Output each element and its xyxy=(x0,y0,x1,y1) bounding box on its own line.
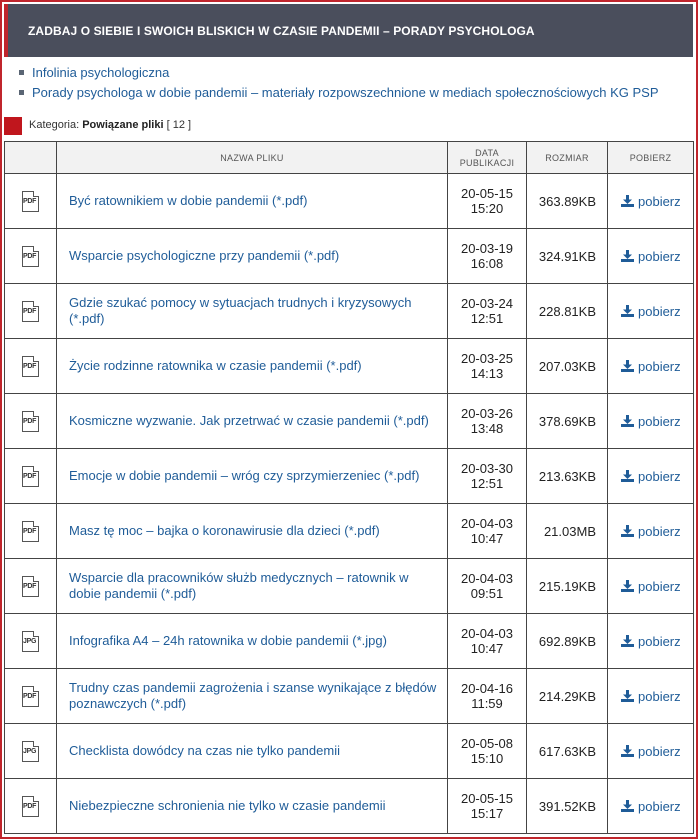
download-icon xyxy=(621,800,634,812)
file-name-link[interactable]: Infografika A4 – 24h ratownika w dobie pandemii (*.jpg) xyxy=(57,614,448,669)
category-square-icon xyxy=(4,117,22,135)
publish-date-cell xyxy=(448,449,527,504)
publish-time: 10:47 xyxy=(470,641,504,656)
pdf-file-icon xyxy=(22,301,39,322)
publish-date: 20-04-03 xyxy=(460,626,514,641)
file-size: 324.91KB xyxy=(527,229,608,284)
file-size: 228.81KB xyxy=(527,284,608,339)
pdf-file-icon xyxy=(22,246,39,267)
file-name-link[interactable]: Kosmiczne wyzwanie. Jak przetrwać w czasie pandemii (*.pdf) xyxy=(57,394,448,449)
file-size: 363.89KB xyxy=(527,174,608,229)
pdf-file-icon xyxy=(22,521,39,542)
publish-time: 14:13 xyxy=(470,366,504,381)
download-link[interactable] xyxy=(608,614,694,669)
download-link[interactable] xyxy=(608,449,694,504)
download-link[interactable] xyxy=(608,504,694,559)
download-icon xyxy=(621,580,634,592)
pdf-file-icon xyxy=(22,466,39,487)
header-date xyxy=(448,142,527,174)
file-size: 207.03KB xyxy=(527,339,608,394)
download-label: pobierz xyxy=(638,633,681,649)
file-name-link[interactable]: Niebezpieczne schronienia nie tylko w czasie pandemii xyxy=(57,779,448,834)
publish-time: 12:51 xyxy=(470,476,504,491)
publish-date: 20-03-26 xyxy=(460,406,514,421)
download-icon xyxy=(621,745,634,757)
link-label: Infolinia psychologiczna xyxy=(32,65,170,80)
publish-time: 16:08 xyxy=(470,256,504,271)
publish-date: 20-03-30 xyxy=(460,461,514,476)
download-label: pobierz xyxy=(638,468,681,484)
publish-date: 20-03-24 xyxy=(460,296,514,311)
file-type-cell xyxy=(5,174,57,229)
download-link[interactable] xyxy=(608,394,694,449)
publish-date: 20-05-08 xyxy=(460,736,514,751)
file-type-cell xyxy=(5,779,57,834)
download-label: pobierz xyxy=(638,743,681,759)
related-links xyxy=(18,64,659,104)
header-size: ROZMIAR xyxy=(527,142,608,174)
bullet-icon xyxy=(19,90,24,95)
file-name-link[interactable]: Trudny czas pandemii zagrożenia i szanse wynikające z błędów poznawczych (*.pdf) xyxy=(57,669,448,724)
category-name: Powiązane pliki xyxy=(82,119,164,131)
link-label: Porady psychologa w dobie pandemii – materiały rozpowszechnione w mediach społecznościowych KG PSP xyxy=(32,85,659,100)
category-text xyxy=(29,119,191,131)
file-type-cell xyxy=(5,614,57,669)
header-download: POBIERZ xyxy=(608,142,694,174)
table-header-row xyxy=(5,142,694,174)
file-name-link[interactable]: Być ratownikiem w dobie pandemii (*.pdf) xyxy=(57,174,448,229)
publish-date-cell xyxy=(448,229,527,284)
files-table xyxy=(4,141,694,834)
file-type-label: PDF xyxy=(23,802,37,810)
table-row xyxy=(5,394,694,449)
pdf-file-icon xyxy=(22,191,39,212)
download-icon xyxy=(621,635,634,647)
download-icon xyxy=(621,305,634,317)
file-type-label: PDF xyxy=(23,417,37,425)
pdf-file-icon xyxy=(22,356,39,377)
file-type-label: PDF xyxy=(23,582,37,590)
header-date-line2: PUBLIKACJI xyxy=(459,157,515,168)
file-type-label: PDF xyxy=(23,472,37,480)
file-type-cell xyxy=(5,284,57,339)
table-row xyxy=(5,449,694,504)
file-name-link[interactable]: Życie rodzinne ratownika w czasie pandemii (*.pdf) xyxy=(57,339,448,394)
file-type-label: PDF xyxy=(23,252,37,260)
table-row xyxy=(5,174,694,229)
download-link[interactable] xyxy=(608,724,694,779)
file-size: 213.63KB xyxy=(527,449,608,504)
file-name-link[interactable]: Wsparcie dla pracowników służb medycznych – ratownik w dobie pandemii (*.pdf) xyxy=(57,559,448,614)
download-label: pobierz xyxy=(638,688,681,704)
pdf-file-icon xyxy=(22,411,39,432)
download-icon xyxy=(621,415,634,427)
link-infolinia[interactable] xyxy=(18,64,659,84)
download-label: pobierz xyxy=(638,413,681,429)
pdf-file-icon xyxy=(22,686,39,707)
jpg-file-icon xyxy=(22,631,39,652)
download-icon xyxy=(621,250,634,262)
file-type-cell xyxy=(5,724,57,779)
file-name-link[interactable]: Masz tę moc – bajka o koronawirusie dla dzieci (*.pdf) xyxy=(57,504,448,559)
download-label: pobierz xyxy=(638,248,681,264)
download-link[interactable] xyxy=(608,559,694,614)
publish-date-cell xyxy=(448,504,527,559)
download-label: pobierz xyxy=(638,303,681,319)
publish-date: 20-04-03 xyxy=(460,571,514,586)
publish-date-cell xyxy=(448,284,527,339)
download-link[interactable] xyxy=(608,779,694,834)
publish-date: 20-05-15 xyxy=(460,791,514,806)
publish-date-cell xyxy=(448,394,527,449)
table-row xyxy=(5,669,694,724)
publish-date-cell xyxy=(448,779,527,834)
pdf-file-icon xyxy=(22,796,39,817)
publish-time: 11:59 xyxy=(471,696,503,711)
download-icon xyxy=(621,360,634,372)
file-name-link[interactable]: Wsparcie psychologiczne przy pandemii (*.pdf) xyxy=(57,229,448,284)
table-row xyxy=(5,504,694,559)
publish-date-cell xyxy=(448,724,527,779)
file-type-cell xyxy=(5,394,57,449)
publish-date: 20-05-15 xyxy=(460,186,514,201)
pdf-file-icon xyxy=(22,576,39,597)
table-row xyxy=(5,339,694,394)
download-label: pobierz xyxy=(638,193,681,209)
file-size: 215.19KB xyxy=(527,559,608,614)
file-type-label: JPG xyxy=(23,637,37,645)
file-type-label: JPG xyxy=(23,747,37,755)
publish-date: 20-03-19 xyxy=(460,241,514,256)
page-title: ZADBAJ O SIEBIE I SWOICH BLISKICH W CZASIE PANDEMII – PORADY PSYCHOLOGA xyxy=(28,24,535,38)
section-header xyxy=(4,4,693,57)
publish-time: 12:51 xyxy=(470,311,504,326)
download-link[interactable] xyxy=(608,339,694,394)
table-row xyxy=(5,229,694,284)
file-type-label: PDF xyxy=(23,307,37,315)
header-date-line1: DATA xyxy=(475,147,499,158)
bullet-icon xyxy=(19,70,24,75)
download-label: pobierz xyxy=(638,798,681,814)
download-icon xyxy=(621,690,634,702)
file-type-cell xyxy=(5,669,57,724)
file-size: 692.89KB xyxy=(527,614,608,669)
publish-date: 20-04-16 xyxy=(460,681,514,696)
download-label: pobierz xyxy=(638,523,681,539)
file-name-link[interactable]: Gdzie szukać pomocy w sytuacjach trudnych i kryzysowych (*.pdf) xyxy=(57,284,448,339)
publish-time: 15:10 xyxy=(470,751,504,766)
download-label: pobierz xyxy=(638,578,681,594)
table-row xyxy=(5,614,694,669)
file-type-cell xyxy=(5,449,57,504)
publish-time: 10:47 xyxy=(470,531,504,546)
publish-time: 15:17 xyxy=(470,806,504,821)
file-size: 378.69KB xyxy=(527,394,608,449)
file-type-label: PDF xyxy=(23,197,37,205)
download-link[interactable] xyxy=(608,669,694,724)
file-type-cell xyxy=(5,339,57,394)
file-type-label: PDF xyxy=(23,527,37,535)
publish-time: 13:48 xyxy=(470,421,504,436)
publish-date-cell xyxy=(448,614,527,669)
header-name: NAZWA PLIKU xyxy=(57,142,448,174)
publish-time: 15:20 xyxy=(470,201,504,216)
publish-date: 20-03-25 xyxy=(460,351,514,366)
jpg-file-icon xyxy=(22,741,39,762)
table-row xyxy=(5,779,694,834)
file-type-cell xyxy=(5,229,57,284)
download-icon xyxy=(621,195,634,207)
file-size: 214.29KB xyxy=(527,669,608,724)
publish-date-cell xyxy=(448,174,527,229)
link-porady[interactable] xyxy=(18,84,659,104)
table-row xyxy=(5,724,694,779)
file-size: 617.63KB xyxy=(527,724,608,779)
download-link[interactable] xyxy=(608,229,694,284)
file-type-label: PDF xyxy=(23,692,37,700)
download-icon xyxy=(621,470,634,482)
table-row xyxy=(5,559,694,614)
file-name-link[interactable]: Checklista dowódcy na czas nie tylko pandemii xyxy=(57,724,448,779)
file-name-link[interactable]: Emocje w dobie pandemii – wróg czy sprzymierzeniec (*.pdf) xyxy=(57,449,448,504)
download-link[interactable] xyxy=(608,174,694,229)
file-type-label: PDF xyxy=(23,362,37,370)
download-icon xyxy=(621,525,634,537)
file-size: 21.03MB xyxy=(527,504,608,559)
download-label: pobierz xyxy=(638,358,681,374)
publish-date-cell xyxy=(448,559,527,614)
file-size: 391.52KB xyxy=(527,779,608,834)
category-prefix: Kategoria: xyxy=(29,119,80,131)
table-row xyxy=(5,284,694,339)
publish-date-cell xyxy=(448,339,527,394)
publish-date-cell xyxy=(448,669,527,724)
file-type-cell xyxy=(5,504,57,559)
category-count: [ 12 ] xyxy=(166,119,192,131)
file-type-cell xyxy=(5,559,57,614)
header-icon-col xyxy=(5,142,57,174)
publish-date: 20-04-03 xyxy=(460,516,514,531)
publish-time: 09:51 xyxy=(470,586,504,601)
download-link[interactable] xyxy=(608,284,694,339)
